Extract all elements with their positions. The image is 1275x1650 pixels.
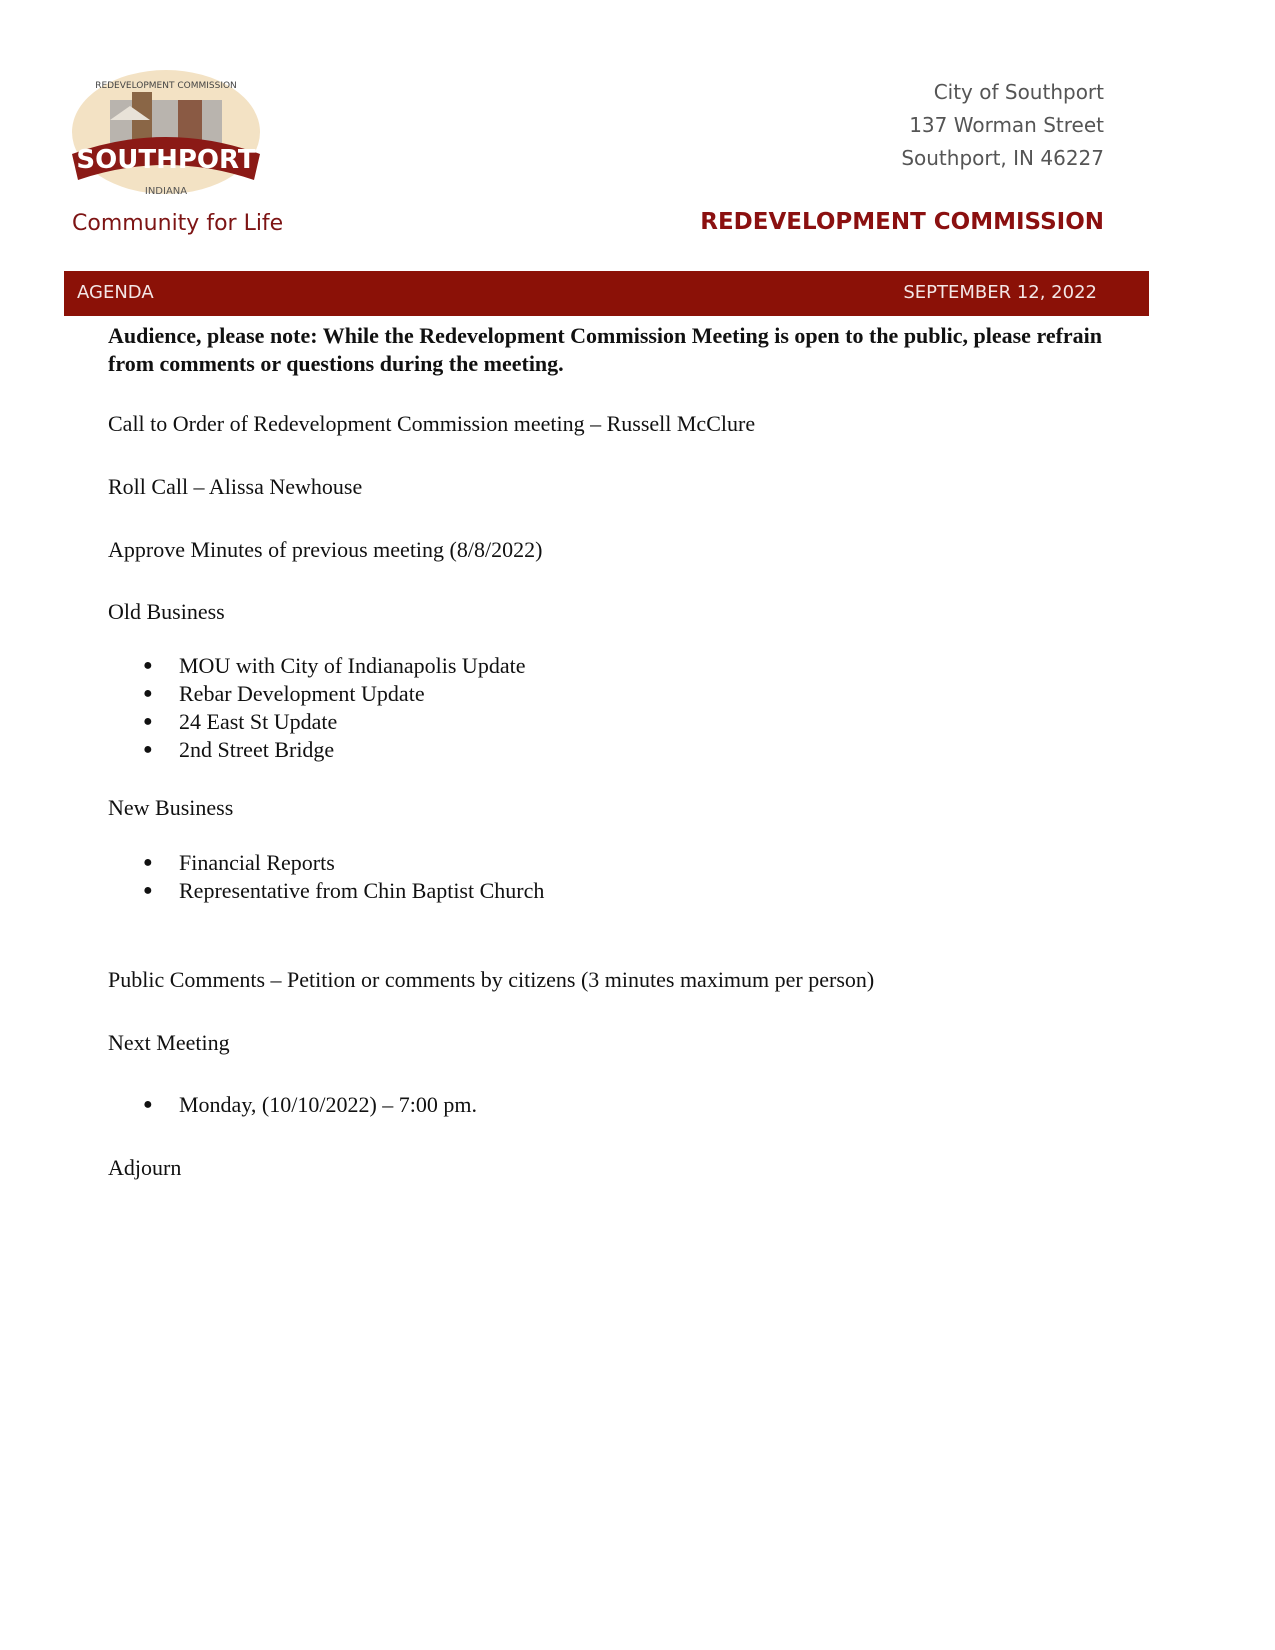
- roll-call: Roll Call – Alissa Newhouse: [108, 474, 363, 499]
- address-line: 137 Worman Street: [909, 113, 1104, 137]
- next-meeting-heading: Next Meeting: [108, 1030, 230, 1055]
- list-item: ● Rebar Development Update: [108, 680, 525, 708]
- audience-notice: Audience, please note: While the Redevelopment Commission Meeting is open to the public, please refrain from comments or questions during the meeting.: [108, 323, 1103, 376]
- list-item: ● MOU with City of Indianapolis Update: [108, 652, 525, 680]
- new-business-list: [108, 849, 544, 905]
- list-item: ● Representative from Chin Baptist Church: [108, 877, 544, 905]
- address-line: City of Southport: [933, 80, 1104, 104]
- svg-text:INDIANA: INDIANA: [144, 186, 188, 197]
- new-business-heading: New Business: [108, 795, 234, 820]
- adjourn: Adjourn: [108, 1155, 182, 1180]
- svg-text:REDEVELOPMENT COMMISSION: REDEVELOPMENT COMMISSION: [95, 81, 237, 91]
- agenda-label: AGENDA: [77, 282, 154, 303]
- tagline: Community for Life: [72, 211, 284, 236]
- commission-title: REDEVELOPMENT COMMISSION: [700, 209, 1104, 235]
- address: [901, 76, 1104, 175]
- list-item: ● Monday, (10/10/2022) – 7:00 pm.: [108, 1091, 477, 1119]
- approve-minutes: Approve Minutes of previous meeting (8/8/2022): [108, 537, 543, 562]
- list-item: ● 2nd Street Bridge: [108, 736, 525, 764]
- address-line: Southport, IN 46227: [901, 146, 1104, 170]
- old-business-heading: Old Business: [108, 599, 225, 624]
- list-item: ● Financial Reports: [108, 849, 544, 877]
- meeting-date: SEPTEMBER 12, 2022: [903, 282, 1097, 303]
- public-comments: Public Comments – Petition or comments by citizens (3 minutes maximum per person): [108, 967, 875, 992]
- agenda-bar: [64, 271, 1149, 316]
- call-to-order: Call to Order of Redevelopment Commission meeting – Russell McClure: [108, 411, 756, 436]
- svg-text:SOUTHPORT: SOUTHPORT: [76, 145, 256, 175]
- list-item: ● 24 East St Update: [108, 708, 525, 736]
- next-meeting-list: [108, 1091, 477, 1119]
- old-business-list: [108, 652, 525, 764]
- southport-logo: [70, 70, 262, 202]
